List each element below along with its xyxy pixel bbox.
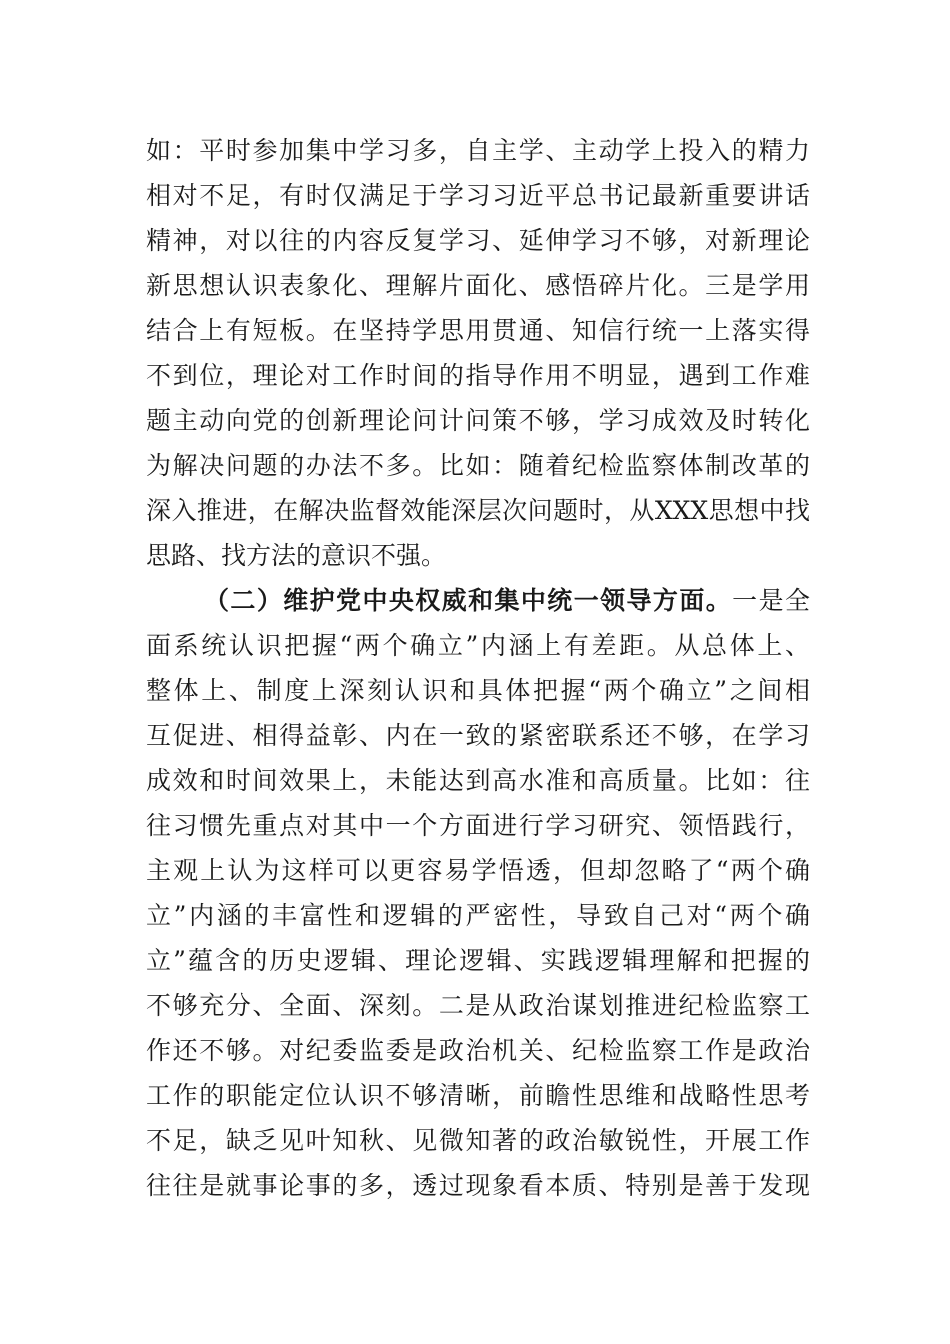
paragraph-2-line-8: 立”内涵的丰富性和逻辑的严密性，导致自己对“两个确 [146,901,810,930]
paragraph-1-line-7: 题主动向党的创新理论问计问策不够，学习成效及时转化 [146,406,810,435]
paragraph-1-line-9: 深入推进，在解决监督效能深层次问题时，从XXX思想中找 [146,496,810,525]
paragraph-1-line-6: 不到位，理论对工作时间的指导作用不明显，遇到工作难 [146,361,810,390]
paragraph-2-line-7: 主观上认为这样可以更容易学悟透，但却忽略了“两个确 [146,856,810,885]
paragraph-2-line-12: 工作的职能定位认识不够清晰，前瞻性思维和战略性思考 [146,1081,810,1110]
paragraph-2-line-3: 整体上、制度上深刻认识和具体把握“两个确立”之间相 [146,676,810,705]
paragraph-2-line-10: 不够充分、全面、深刻。二是从政治谋划推进纪检监察工 [146,991,810,1020]
paragraph-1-line-4: 新思想认识表象化、理解片面化、感悟碎片化。三是学用 [146,271,810,300]
paragraph-2-line-2: 面系统认识把握“两个确立”内涵上有差距。从总体上、 [146,631,810,660]
paragraph-2-line-4: 互促进、相得益彰、内在一致的紧密联系还不够，在学习 [146,721,810,750]
paragraph-1-line-10: 思路、找方法的意识不强。 [146,541,447,570]
paragraph-1-line-2: 相对不足，有时仅满足于学习习近平总书记最新重要讲话 [146,181,810,210]
paragraph-2-line-13: 不足，缺乏见叶知秋、见微知著的政治敏锐性，开展工作 [146,1126,810,1155]
paragraph-2-first-line-text: 一是全 [732,586,810,615]
section-heading: （二）维护党中央权威和集中统一领导方面。 [204,586,733,615]
paragraph-1-line-5: 结合上有短板。在坚持学思用贯通、知信行统一上落实得 [146,316,810,345]
paragraph-2-line-5: 成效和时间效果上，未能达到高水准和高质量。比如：往 [146,766,810,795]
paragraph-2-line-9: 立”蕴含的历史逻辑、理论逻辑、实践逻辑理解和把握的 [146,946,810,975]
paragraph-2-line-11: 作还不够。对纪委监委是政治机关、纪检监察工作是政治 [146,1036,810,1065]
paragraph-1-line-3: 精神，对以往的内容反复学习、延伸学习不够，对新理论 [146,226,810,255]
paragraph-1-line-1: 如：平时参加集中学习多，自主学、主动学上投入的精力 [146,136,810,165]
paragraph-1-line-8: 为解决问题的办法不多。比如：随着纪检监察体制改革的 [146,451,810,480]
paragraph-2-line-14: 往往是就事论事的多，透过现象看本质、特别是善于发现 [146,1171,810,1200]
paragraph-2-first-line [146,578,810,623]
paragraph-2-line-6: 往习惯先重点对其中一个方面进行学习研究、领悟践行， [146,811,810,840]
document-body [146,128,810,1208]
